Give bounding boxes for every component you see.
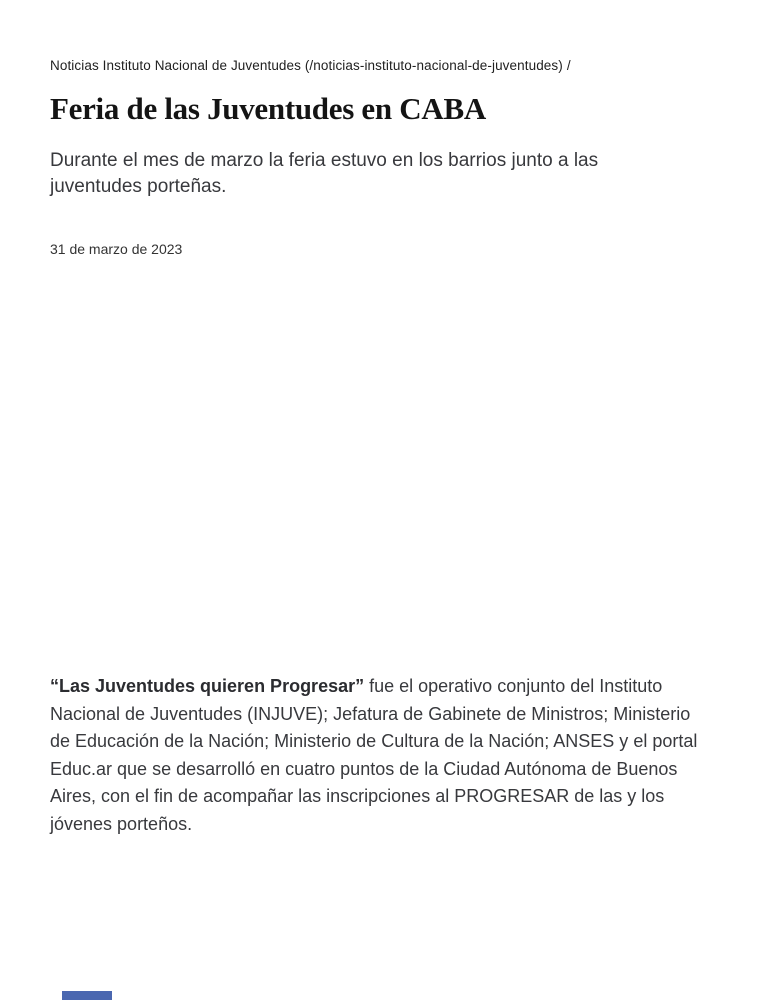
article-lede: Durante el mes de marzo la feria estuvo en los barrios junto a las juventudes porteñas. (50, 150, 599, 197)
breadcrumb (50, 57, 715, 74)
breadcrumb-separator: / (566, 58, 571, 73)
page-title: Feria de las Juventudes en CABA (50, 91, 486, 126)
article-body-rest: fue el operativo conjunto del Instituto Nacional de Juventudes (INJUVE); Jefatura de Gabinete de Ministros; Ministerio de Educación de la Nación; Ministerio de Cultura de la Nación; ANSES y el portal Educ.ar que se desarrolló en cuatro puntos de la Ciudad Autónoma de Buenos Aires, con el fin de acompañar las inscripciones al PROGRESAR de las y los jóvenes porteños. (50, 676, 698, 834)
article-body-lead-bold: “Las Juventudes quieren Progresar” (50, 676, 365, 696)
article-media-placeholder (50, 258, 715, 673)
breadcrumb-link-noticias[interactable]: Noticias Instituto Nacional de Juventudes (/noticias-instituto-nacional-de-juventudes) (50, 58, 563, 73)
article-body (50, 673, 715, 838)
footer-accent-bar (62, 991, 112, 1000)
article-date: 31 de marzo de 2023 (50, 241, 183, 257)
